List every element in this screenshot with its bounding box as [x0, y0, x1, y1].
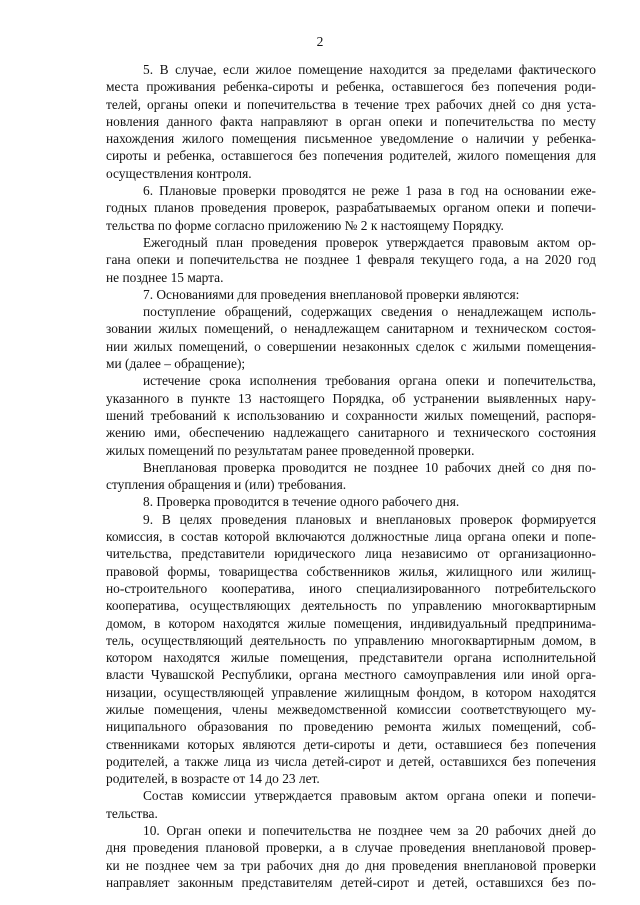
- text-line: жилых помещений по результатам ранее проведенной проверки.: [106, 442, 475, 458]
- text-line: гана опеки и попечительства не позднее 1 февраля текущего года, а на 2020 год: [106, 252, 596, 268]
- text-line: нии жилых помещений, о совершении незаконных сделок с жилыми помещения-: [106, 338, 596, 354]
- text-line: поступление обращений, содержащих сведения о ненадлежащем исполь-: [143, 304, 596, 320]
- text-line: 7. Основаниями для проведения внеплановой проверки являются:: [143, 286, 520, 302]
- text-line: родителей, в возрасте от 14 до 23 лет.: [106, 771, 320, 787]
- text-line: дня проведения плановой проверки, а в случае проведения внеплановой провер-: [106, 840, 596, 856]
- text-line: тельства.: [106, 805, 158, 821]
- text-line: ми (далее – обращение);: [106, 356, 246, 372]
- text-line: сироты и ребенка, оставшегося без попечения родителей, жилого помещения для: [106, 148, 596, 164]
- text-line: но-строительного кооператива, иного специализированного потребительского: [106, 580, 596, 596]
- text-line: родителей, а также лица из числа детей-сирот и детей, оставшихся без попечения: [106, 753, 596, 769]
- text-line: Состав комиссии утверждается правовым актом органа опеки и попечи-: [143, 788, 596, 804]
- text-line: домом, в котором находятся жилые помещения, индивидуальный предпринима-: [106, 615, 596, 631]
- text-line: тель, осуществляющий деятельность по управлению многоквартирным домом, в: [106, 632, 596, 648]
- text-line: годных планов проведения проверок, разрабатываемых органом опеки и попечи-: [106, 200, 596, 216]
- text-line: ступления обращения и (или) требования.: [106, 477, 347, 493]
- text-line: ниципального образования по проведению ремонта жилых помещений, соб-: [106, 719, 596, 735]
- text-line: места проживания ребенка-сироты и ребенка, оставшегося без попечения роди-: [106, 79, 596, 95]
- text-line: осуществления контроля.: [106, 165, 252, 181]
- text-line: жению ими, обеспечению надлежащего санитарного и технического состояния: [106, 425, 596, 441]
- text-line: шений требований к использованию и сохранности жилых помещений, распоря-: [106, 407, 596, 423]
- text-line: новления данного факта направляют в орган опеки и попечительства по месту: [106, 113, 596, 129]
- text-line: ки не позднее чем за три рабочих дня до дня проведения внеплановой проверки: [106, 857, 596, 873]
- text-line: жилые помещения, члены межведомственной комиссии соответствующего му-: [106, 701, 596, 717]
- text-line: чительства, представители юридического лица независимо от организационно-: [106, 546, 596, 562]
- text-line: 9. В целях проведения плановых и внеплановых проверок формируется: [143, 511, 596, 527]
- text-line: 5. В случае, если жилое помещение находится за пределами фактического: [143, 62, 596, 77]
- text-line: комиссия, в состав которой включаются должностные лица органа опеки и попе-: [106, 529, 596, 545]
- text-line: Ежегодный план проведения проверок утверждается правовым актом ор-: [143, 234, 596, 250]
- text-line: 10. Орган опеки и попечительства не позднее чем за 20 рабочих дней до: [143, 823, 596, 839]
- text-line: направляет законным представителям детей-сирот и детей, оставшихся без по-: [106, 874, 596, 890]
- text-line: правовой формы, товарищества собственников жилья, жилищного или жилищ-: [106, 563, 596, 579]
- text-line: истечение срока исполнения требования органа опеки и попечительства,: [143, 373, 596, 389]
- text-line: Внеплановая проверка проводится не позднее 10 рабочих дней со дня по-: [143, 459, 596, 475]
- text-line: указанного в пункте 13 настоящего Порядка, об устранении выявленных нару-: [106, 390, 596, 406]
- text-line: ственниками которых являются дети-сироты и дети, оставшиеся без попечения: [106, 736, 596, 752]
- document-body: [106, 61, 596, 891]
- text-line: не позднее 15 марта.: [106, 269, 224, 285]
- text-line: зовании жилых помещений, о ненадлежащем санитарном и техническом состоя-: [106, 321, 596, 337]
- text-line: власти Чувашской Республики, органа местного самоуправления или иной орга-: [106, 667, 596, 683]
- text-line: кооператива, осуществляющих деятельность по управлению многоквартирным: [106, 598, 596, 614]
- text-line: 6. Плановые проверки проводятся не реже 1 раза в год на основании еже-: [143, 183, 596, 199]
- text-line: 8. Проверка проводится в течение одного рабочего дня.: [143, 494, 460, 510]
- text-line: нахождения жилого помещения письменное уведомление о наличии у ребенка-: [106, 131, 596, 147]
- text-line: котором находятся жилые помещения, представители органа исполнительной: [106, 650, 596, 666]
- text-line: телей, органы опеки и попечительства в течение трех рабочих дней со дня уста-: [106, 96, 596, 112]
- text-line: тельства по форме согласно приложению № 2 к настоящему Порядку.: [106, 217, 504, 233]
- page-number: 2: [316, 34, 324, 49]
- text-line: низации, осуществляющей управление жилищным фондом, в котором находятся: [106, 684, 596, 700]
